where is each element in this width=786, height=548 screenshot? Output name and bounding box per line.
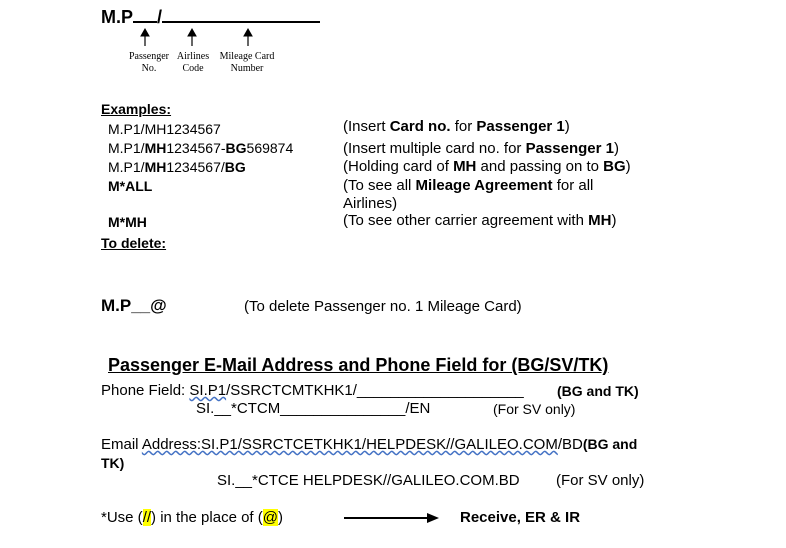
- mp-prefix: M.P: [101, 7, 134, 27]
- example-desc-1: (Insert Card no. for Passenger 1): [343, 118, 570, 135]
- arrow-up-icon: [141, 29, 149, 36]
- delete-desc: (To delete Passenger no. 1 Mileage Card): [244, 298, 522, 315]
- receive-text: Receive, ER & IR: [460, 509, 581, 526]
- example-cmd-2: M.P1/MH1234567-BG569874: [108, 140, 294, 156]
- example-cmd-4: M*ALL: [108, 178, 153, 194]
- mp-format-title: [101, 7, 320, 28]
- phone-sv-line: SI.__*CTCM_______________/EN: [196, 400, 431, 417]
- email-field-note-cont: TK): [101, 455, 125, 471]
- mp-slash: /: [157, 7, 163, 27]
- format-arrows: [135, 28, 275, 50]
- email-field-line: Email Address:SI.P1/SSRCTCETKHK1/HELPDESK//GALILEO.COM/BD(BG and: [101, 436, 638, 453]
- example-desc-2: (Insert multiple card no. for Passenger 1): [343, 140, 619, 157]
- highlight-at-sign: @: [262, 509, 278, 526]
- example-desc-5: (To see other carrier agreement with MH): [343, 212, 617, 229]
- example-desc-4-cont: Airlines): [343, 195, 398, 212]
- email-sv-note: (For SV only): [556, 472, 645, 489]
- phone-field-line: Phone Field: SI.P1/SSRCTCMTKHK1/____________________: [101, 382, 524, 399]
- phone-sv-note: (For SV only): [493, 401, 576, 417]
- label-passenger-no: Passenger No.: [129, 51, 169, 74]
- example-desc-3: (Holding card of MH and passing on to BG): [343, 158, 631, 175]
- arrow-up-icon: [188, 29, 196, 36]
- example-cmd-5: M*MH: [108, 214, 147, 230]
- examples-heading: Examples:: [101, 101, 172, 117]
- delete-heading: To delete:: [101, 235, 167, 251]
- highlight-double-slash: //: [142, 509, 152, 526]
- label-mileage-card-number: Mileage Card Number: [219, 51, 275, 74]
- example-cmd-1: M.P1/MH1234567: [108, 121, 221, 137]
- email-sv-line: SI.__*CTCE HELPDESK//GALILEO.COM.BD: [217, 472, 520, 489]
- use-instruction: *Use (//) in the place of (@): [101, 509, 283, 526]
- email-section-title: Passenger E-Mail Address and Phone Field for (BG/SV/TK): [108, 355, 609, 375]
- phone-field-note: (BG and TK): [557, 383, 639, 399]
- delete-cmd: M.P__@: [101, 296, 167, 315]
- arrow-right-icon: [343, 510, 441, 526]
- label-airline-code: Airlines Code: [176, 51, 210, 74]
- example-cmd-3: M.P1/MH1234567/BG: [108, 159, 246, 175]
- arrow-up-icon: [244, 29, 252, 36]
- example-desc-4: (To see all Mileage Agreement for all: [343, 177, 594, 194]
